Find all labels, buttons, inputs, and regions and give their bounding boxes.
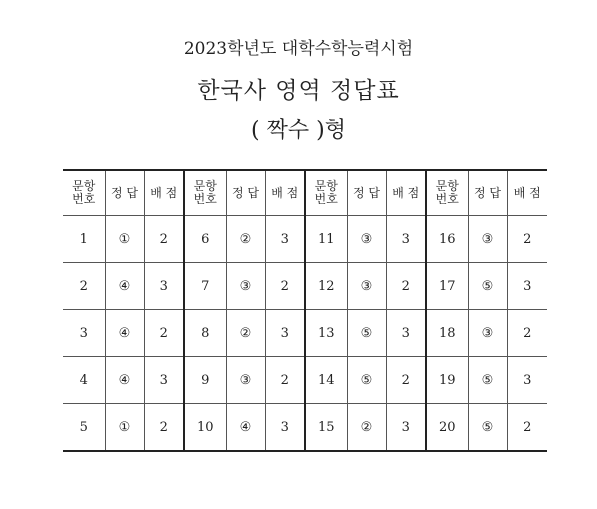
question-number-cell: 13 [305,310,347,357]
header-question-number: 문항 번호 [305,170,347,216]
answer-cell: ① [105,216,144,263]
answer-cell: ⑤ [347,357,386,404]
answer-cell: ④ [226,404,265,452]
score-cell: 3 [265,310,305,357]
question-number-cell: 8 [184,310,226,357]
score-cell: 3 [144,263,184,310]
score-cell: 3 [507,263,547,310]
table-row [63,404,547,452]
score-cell: 3 [265,404,305,452]
answer-cell: ⑤ [468,263,507,310]
question-number-cell: 17 [426,263,468,310]
document-title: 한국사 영역 정답표 [197,78,400,104]
answer-cell: ② [226,216,265,263]
answer-cell: ③ [347,216,386,263]
answer-cell: ① [105,404,144,452]
question-number-cell: 19 [426,357,468,404]
score-cell: 3 [144,357,184,404]
score-cell: 2 [144,404,184,452]
question-number-cell: 18 [426,310,468,357]
header-question-number: 문항 번호 [63,170,105,216]
question-number-cell: 12 [305,263,347,310]
question-number-cell: 3 [63,310,105,357]
table-row [63,216,547,263]
question-number-cell: 5 [63,404,105,452]
score-cell: 2 [144,216,184,263]
question-number-cell: 6 [184,216,226,263]
answer-cell: ③ [468,216,507,263]
answer-cell: ④ [105,310,144,357]
question-number-cell: 10 [184,404,226,452]
form-type-label: ( 짝수 )형 [251,118,346,143]
answer-cell: ③ [347,263,386,310]
header-answer: 정 답 [347,170,386,216]
answer-cell: ④ [105,357,144,404]
score-cell: 2 [507,216,547,263]
exam-title: 2023학년도 대학수학능력시험 [183,39,414,59]
answer-cell: ⑤ [468,357,507,404]
score-cell: 3 [386,216,426,263]
header-score: 배 점 [507,170,547,216]
score-cell: 2 [144,310,184,357]
question-number-cell: 1 [63,216,105,263]
score-cell: 3 [507,357,547,404]
score-cell: 2 [507,310,547,357]
score-cell: 2 [386,263,426,310]
score-cell: 2 [386,357,426,404]
header-answer: 정 답 [468,170,507,216]
answer-cell: ④ [105,263,144,310]
table-row [63,357,547,404]
question-number-cell: 9 [184,357,226,404]
header-question-number: 문항 번호 [184,170,226,216]
answer-cell: ② [226,310,265,357]
answer-cell: ⑤ [468,404,507,452]
score-cell: 3 [386,310,426,357]
score-cell: 2 [507,404,547,452]
question-number-cell: 4 [63,357,105,404]
question-number-cell: 7 [184,263,226,310]
answer-cell: ⑤ [347,310,386,357]
score-cell: 3 [386,404,426,452]
header-score: 배 점 [265,170,305,216]
header-question-number: 문항 번호 [426,170,468,216]
answer-cell: ③ [226,357,265,404]
answer-cell: ③ [226,263,265,310]
table-row [63,310,547,357]
header-score: 배 점 [386,170,426,216]
answer-key-table [63,169,547,452]
question-number-cell: 15 [305,404,347,452]
table-row [63,263,547,310]
score-cell: 2 [265,357,305,404]
header-answer: 정 답 [105,170,144,216]
score-cell: 3 [265,216,305,263]
answer-cell: ② [347,404,386,452]
header-row [63,170,547,216]
header-answer: 정 답 [226,170,265,216]
question-number-cell: 2 [63,263,105,310]
question-number-cell: 14 [305,357,347,404]
question-number-cell: 16 [426,216,468,263]
question-number-cell: 11 [305,216,347,263]
score-cell: 2 [265,263,305,310]
question-number-cell: 20 [426,404,468,452]
header-score: 배 점 [144,170,184,216]
answer-cell: ③ [468,310,507,357]
